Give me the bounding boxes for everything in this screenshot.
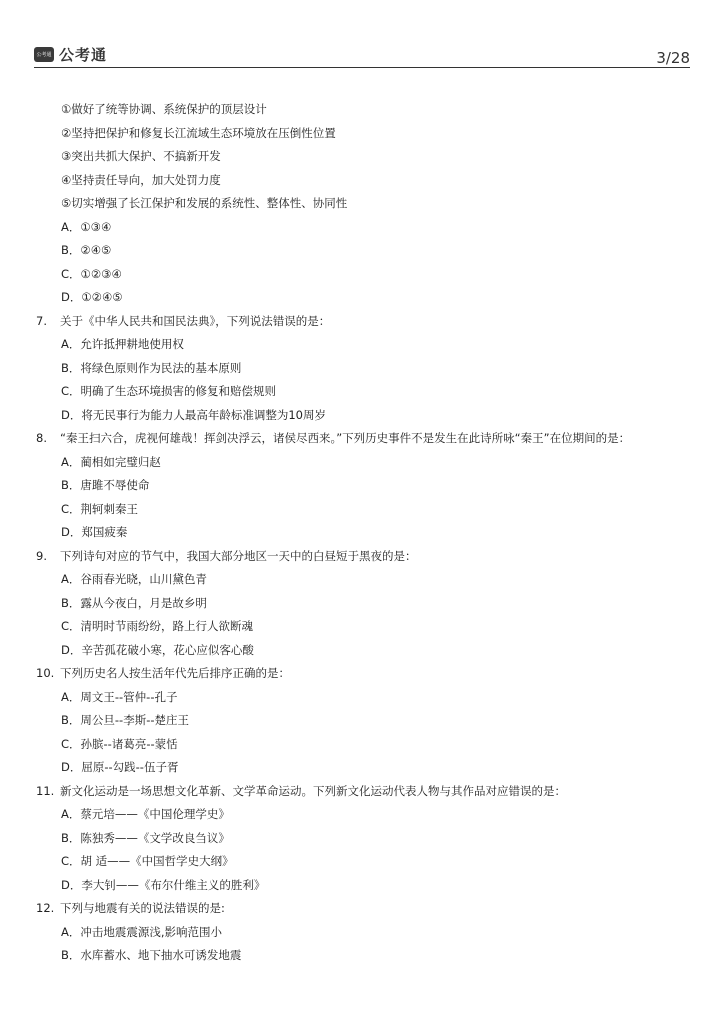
logo-icon [34,47,54,62]
question-stem-row [0,780,724,804]
option-line: ⑤切实增强了长江保护和发展的系统性、整体性、协同性 [61,196,348,210]
option-line: A．周文王--管仲--孔子 [61,689,178,704]
option-line: A．蔺相如完璧归赵 [61,454,161,469]
option-line: ②坚持把保护和修复长江流域生态环境放在压倒性位置 [61,125,336,140]
question-stem-row [0,897,724,921]
question-number: 12. [36,901,55,915]
option-line: D．①②④⑤ [61,290,123,304]
option-line: B．将绿色原则作为民法的基本原则 [61,360,242,375]
question-stem: 新文化运动是一场思想文化革新、文学革命运动。下列新文化运动代表人物与其作品对应错误的是： [60,783,566,798]
question-content [0,98,724,968]
option-line: B．露从今夜白，月是故乡明 [61,595,207,610]
brand-logo [34,44,107,65]
option-line: A．冲击地震震源浅,影响范围小 [61,924,223,939]
question-stem: “秦王扫六合，虎视何雄哉！挥剑决浮云，诸侯尽西来。”下列历史事件不是发生在此诗所咏“秦王”在位期间的是： [60,431,631,445]
option-line: C．胡 适——《中国哲学史大纲》 [61,854,234,868]
option-line: B．水库蓄水、地下抽水可诱发地震 [61,948,242,962]
option-line: C．荆轲刺秦王 [61,501,139,516]
question-stem: 下列历史名人按生活年代先后排序正确的是： [60,666,290,680]
question-number: 10. [36,666,55,680]
question-stem: 下列诗句对应的节气中，我国大部分地区一天中的白昼短于黑夜的是： [60,548,417,563]
option-line: B．唐雎不辱使命 [61,478,150,492]
header-divider [34,67,690,68]
option-line: D．李大钊——《布尔什维主义的胜利》 [61,877,266,892]
option-line: A．①③④ [61,219,112,234]
question-stem: 下列与地震有关的说法错误的是: [60,901,225,915]
option-line: C．清明时节雨纷纷，路上行人欲断魂 [61,619,254,633]
option-line: A．允许抵押耕地使用权 [61,337,184,351]
option-line: A．谷雨春光晓，山川黛色青 [61,572,207,586]
question-number: 9. [36,548,47,563]
question-number: 8. [36,431,47,445]
option-line: C．明确了生态环境损害的修复和赔偿规则 [61,384,277,398]
brand-name: 公考通 [59,46,108,64]
option-line: C．①②③④ [61,266,122,281]
option-line: D．辛苦孤花破小寒，花心应似客心酸 [61,642,254,657]
option-line: B．②④⑤ [61,243,112,257]
question-stem-row [0,662,724,686]
question-stem-row [0,427,724,451]
question-stem-row [0,310,724,334]
option-line: C．孙膑--诸葛亮--蒙恬 [61,736,178,751]
question-stem-row [0,545,724,569]
option-line: D．屈原--勾践--伍子胥 [61,760,179,774]
option-line: ④坚持责任导向，加大处罚力度 [61,172,221,187]
page-number: 3/28 [656,49,690,67]
question-stem: 关于《中华人民共和国民法典》，下列说法错误的是： [60,313,331,328]
option-line: B．陈独秀——《文学改良刍议》 [61,830,230,845]
option-line: D．将无民事行为能力人最高年龄标准调整为10周岁 [61,407,326,422]
option-line: A．蔡元培——《中国伦理学史》 [61,807,230,821]
question-number: 11. [36,783,55,798]
logo-icon-text: 公考通 [36,52,52,58]
option-line: D．郑国疲秦 [61,525,128,539]
option-line: B．周公旦--李斯--楚庄王 [61,713,189,727]
option-line: ①做好了统等协调、系统保护的顶层设计 [61,102,267,116]
question-number: 7. [36,313,47,328]
option-line: ③突出共抓大保护、不搞新开发 [61,149,221,163]
